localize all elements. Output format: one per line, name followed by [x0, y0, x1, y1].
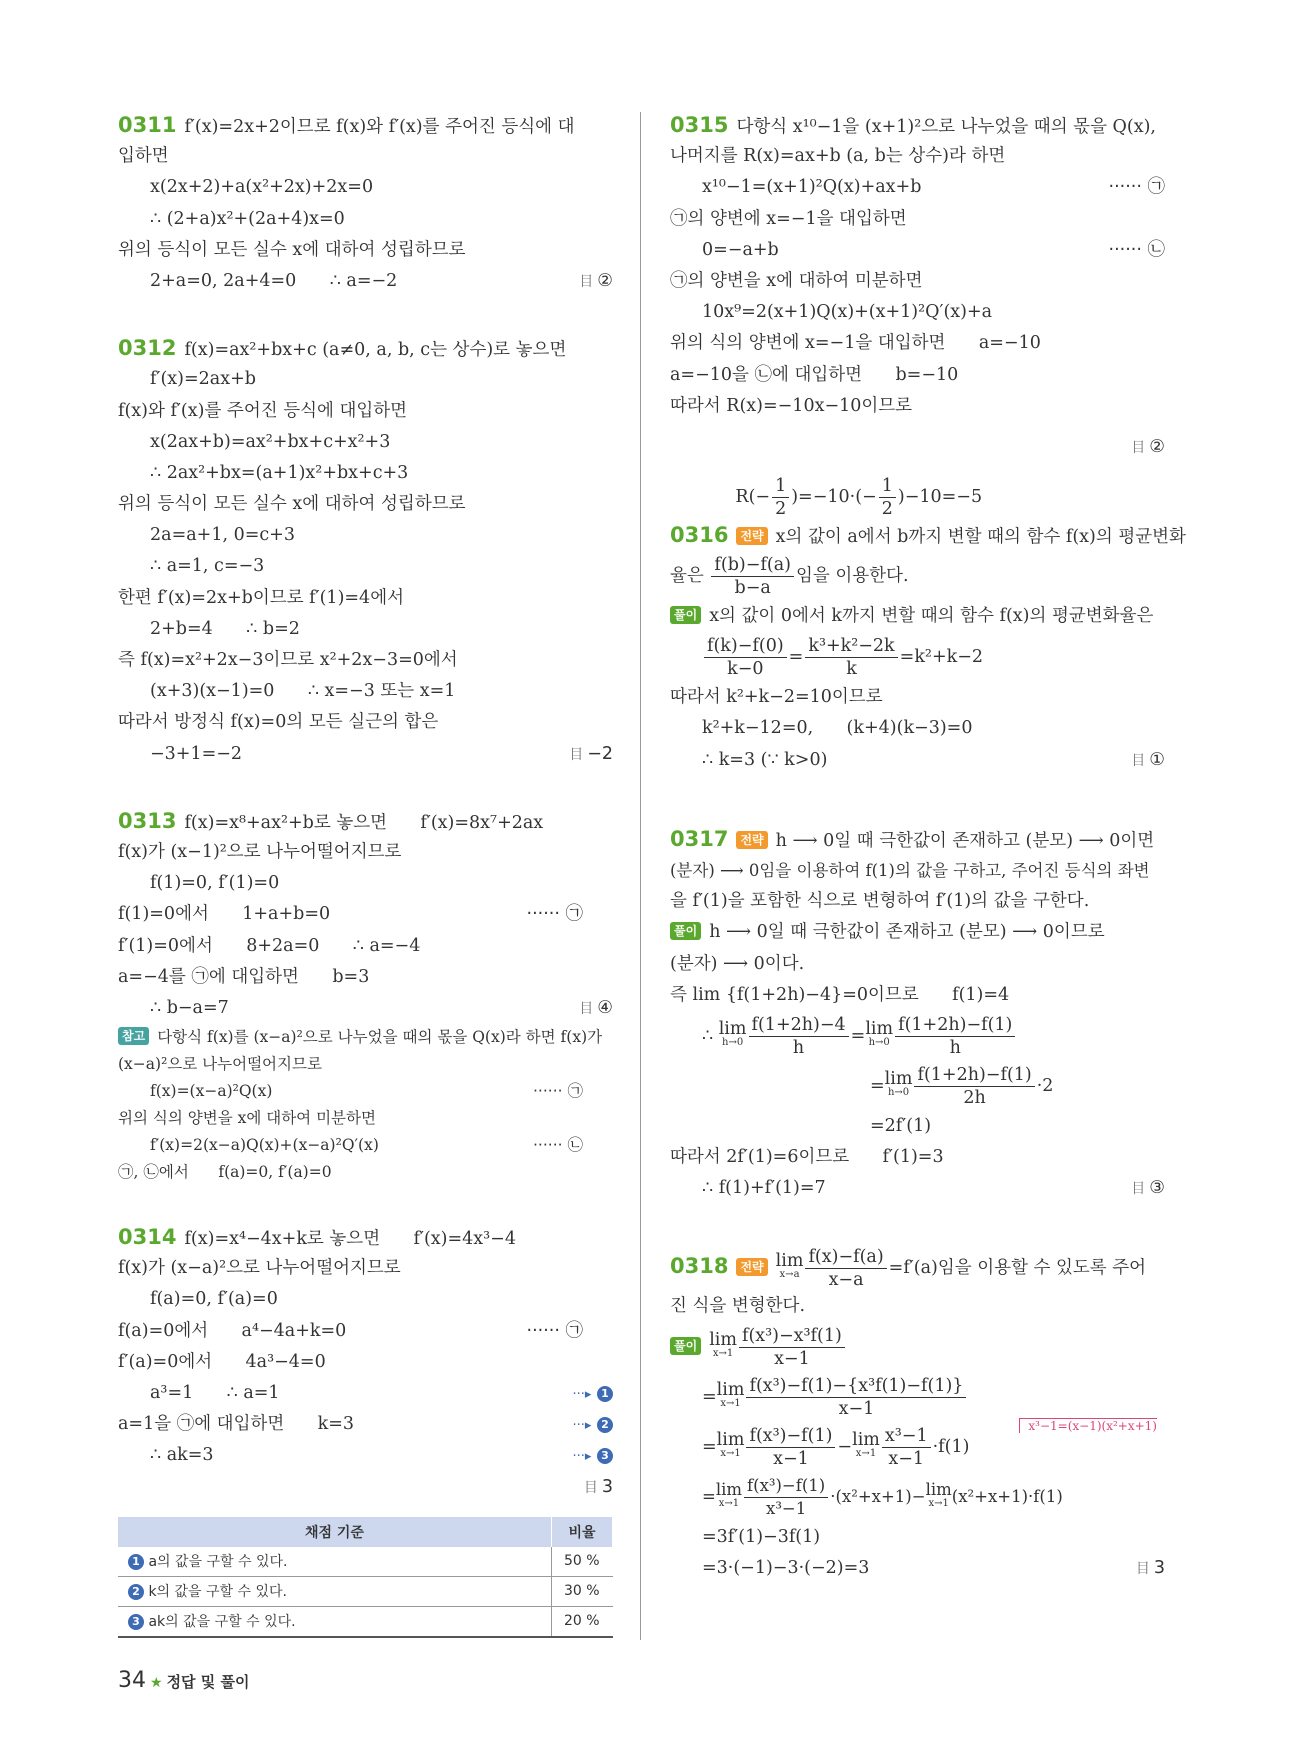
table-cell: 20 %	[552, 1606, 613, 1637]
equation: a³=1 ∴ a=1	[150, 1383, 280, 1403]
answer-value: 3	[601, 1476, 613, 1497]
text-line: a=−10을 ㉡에 대입하면 b=−10	[670, 364, 959, 385]
text-line: 다항식 x¹⁰−1을 (x+1)²으로 나누었을 때의 몫을 Q(x),	[736, 117, 1156, 137]
lim-text: lim	[718, 1019, 747, 1040]
note-tag: 참고	[118, 1027, 149, 1045]
table-cell: 30 %	[552, 1576, 613, 1606]
lim-sub: x→1	[712, 1348, 734, 1360]
answer-mark	[1131, 422, 1165, 473]
answer-mark	[1131, 1173, 1165, 1205]
numerator: 1	[879, 475, 896, 498]
table-row	[118, 1547, 613, 1577]
problem-number: 0311	[118, 113, 177, 137]
numerator: f(k)−f(0)	[704, 635, 787, 658]
text-line: f(x)=ax²+bx+c (a≠0, a, b, c는 상수)로 놓으면	[184, 340, 567, 361]
text-line: 위의 식의 양변에 x=−1을 대입하면 a=−10	[670, 333, 1041, 354]
problem-number: 0318	[670, 1253, 729, 1278]
answer-icon: 目	[1135, 1560, 1150, 1577]
equation: 10x⁹=2(x+1)Q(x)+(x+1)²Q′(x)+a	[702, 302, 993, 323]
numerator: f(1+2h)−4	[749, 1014, 849, 1037]
text-line: 위의 식의 양변을 x에 대하여 미분하면	[118, 1109, 376, 1128]
text-line: 임을 이용한다.	[795, 566, 909, 587]
step-marker	[572, 1409, 613, 1441]
limit	[709, 1330, 737, 1361]
text-line: ㉠의 양변을 x에 대하여 미분하면	[670, 270, 923, 291]
lim-text: lim	[709, 1330, 737, 1351]
equation: 2+a=0, 2a+4=0 ∴ a=−2	[150, 270, 398, 291]
text-line: 따라서 k²+k−2=10이므로	[670, 687, 883, 708]
denominator: 2h	[963, 1087, 986, 1108]
equation: x(2x+2)+a(x²+2x)+2x=0	[150, 177, 374, 198]
problem-number: 0315	[670, 113, 729, 137]
equation: =k²+k−2	[899, 647, 984, 668]
equation: f(1)=0에서 1+a+b=0	[118, 904, 331, 925]
text-line: h ⟶ 0일 때 극한값이 존재하고 (분모) ⟶ 0이므로	[709, 922, 1105, 943]
denominator: h	[949, 1037, 961, 1058]
equation: ∴ ak=3	[150, 1445, 214, 1466]
answer-icon: 目	[569, 746, 584, 763]
text-line: 따라서 2f′(1)=6이므로 f′(1)=3	[670, 1147, 944, 1168]
denominator: b−a	[734, 578, 771, 599]
problem-number: 0313	[118, 808, 177, 833]
equation: ∴ a=1, c=−3	[150, 556, 265, 577]
page-number: 34	[118, 1668, 146, 1693]
denominator: x−1	[773, 1448, 809, 1469]
table-cell: k의 값을 구할 수 있다.	[148, 1584, 288, 1601]
answer-icon: 目	[1131, 752, 1146, 769]
equation: =3·(−1)−3·(−2)=3	[702, 1557, 870, 1578]
note-box	[118, 1024, 613, 1186]
equation: (x+3)(x−1)=0 ∴ x=−3 또는 x=1	[150, 681, 456, 702]
denominator: 2	[775, 498, 787, 519]
text-line: x의 값이 a에서 b까지 변할 때의 함수 f(x)의 평균변화	[775, 526, 1186, 547]
equation: k²+k−12=0, (k+4)(k−3)=0	[702, 718, 973, 739]
equation-ref-mark: ······ ㉠	[1108, 177, 1165, 198]
problem-0316: 0316 전략 x의 값이 a에서 b까지 변할 때의 함수 f(x)의 평균변화 율은 $\frac{f(b)-f(a)}{b-a}$ 임을 이용한다. 풀이 x의 값이 0에서 k까지 변할 때의 함수 f(x)의 평균변화율은 $\frac{f(k)-f(0)}{k-0}$ = $\frac{\text{k³+k²−2k}}{k}$ =k²+k−2 따라서 k²+k−2=10이므로 k²+k−12=0, (k+4)(k−3)=0 ∴ k=3 (∵ k>0) 目 ①	[670, 520, 1165, 776]
lim-text: lim	[716, 1430, 745, 1451]
denominator: x−1	[774, 1348, 810, 1369]
limit	[884, 1069, 913, 1100]
fraction	[746, 1375, 966, 1420]
equation: f′(1)=0에서 8+2a=0 ∴ a=−4	[118, 935, 421, 956]
lim-sub: x→1	[855, 1448, 877, 1460]
equation: 2a=a+1, 0=c+3	[150, 525, 295, 546]
step-marker	[572, 1378, 613, 1410]
equation: 0=−a+b	[702, 239, 779, 260]
denominator: h	[792, 1037, 805, 1058]
text-line: 위의 등식이 모든 실수 x에 대하여 성립하므로	[118, 239, 466, 260]
fraction	[772, 475, 789, 520]
numerator: f(b)−f(a)	[711, 554, 794, 577]
text-line: 한편 f′(x)=2x+b이므로 f′(1)=4에서	[118, 587, 405, 608]
text-line: x의 값이 0에서 k까지 변할 때의 함수 f(x)의 평균변화율은	[709, 606, 1154, 627]
limit	[775, 1251, 804, 1282]
problem-number: 0312	[118, 336, 177, 361]
fraction	[711, 554, 794, 599]
denominator: x−1	[838, 1398, 875, 1419]
lim-text: lim	[775, 1251, 804, 1271]
fraction	[805, 1246, 886, 1291]
answer-mark	[569, 739, 613, 771]
equation: x(2ax+b)=ax²+bx+c+x²+3	[150, 431, 391, 452]
denominator: x−1	[888, 1448, 925, 1469]
text-line: 진 식을 변형한다.	[670, 1295, 806, 1316]
denominator: 2	[881, 498, 893, 519]
step-badge: 2	[597, 1417, 613, 1433]
problem-number: 0316	[670, 522, 729, 547]
answer-mark	[579, 266, 613, 298]
solution-tag: 풀이	[670, 606, 701, 624]
lim-text: lim	[884, 1069, 913, 1090]
equation: ·2	[1036, 1075, 1054, 1096]
equation: =2f′(1)	[870, 1115, 932, 1136]
equation: (x²+x+1)·f(1)	[951, 1486, 1063, 1506]
problem-number: 0317	[670, 826, 729, 851]
equation-ref-mark: ······ ㉠	[526, 904, 583, 925]
equation: −3+1=−2	[150, 743, 243, 764]
answer-value: 3	[1153, 1557, 1165, 1578]
lim-sub: x→1	[718, 1498, 740, 1510]
lim-text: lim	[925, 1480, 952, 1500]
text-line: f(x)가 (x−a)²으로 나누어떨어지므로	[118, 1258, 401, 1279]
numerator: f(x)−f(a)	[805, 1246, 886, 1269]
page-footer	[118, 1668, 249, 1693]
answer-value: ②	[1149, 436, 1165, 457]
lim-sub: h→0	[868, 1037, 890, 1049]
text-line: (분자) ⟶ 0이다.	[670, 953, 805, 974]
denominator: k−0	[727, 659, 764, 680]
text-line: (x−a)²으로 나누어떨어지므로	[118, 1055, 322, 1074]
equation: ∴ b−a=7	[150, 997, 229, 1018]
equation: x¹⁰−1=(x+1)²Q(x)+ax+b	[702, 177, 922, 198]
answer-value: ④	[597, 997, 613, 1018]
table-cell: a의 값을 구할 수 있다.	[148, 1554, 288, 1571]
equation: ∴ f(1)+f′(1)=7	[702, 1178, 826, 1199]
strategy-tag: 전략	[736, 831, 767, 849]
limit	[925, 1480, 952, 1511]
table-row	[118, 1576, 613, 1606]
solution-tag: 풀이	[670, 922, 701, 940]
fraction	[749, 1014, 849, 1059]
equation: f′(a)=0에서 4a³−4=0	[118, 1351, 326, 1372]
problem-0311	[118, 110, 613, 297]
equation: f(x)=(x−a)²Q(x)	[150, 1082, 273, 1101]
answer-mark	[1131, 745, 1165, 777]
solution-tag: 풀이	[670, 1337, 701, 1355]
equation: =−10·	[798, 486, 856, 507]
answer-mark	[1136, 1553, 1165, 1585]
equation: ∴ (2+a)x²+(2a+4)x=0	[150, 208, 345, 229]
fraction	[895, 1014, 1015, 1059]
problem-0315	[670, 110, 1165, 519]
numerator: f(1+2h)−f(1)	[914, 1064, 1034, 1087]
denominator: k	[846, 659, 857, 680]
table-cell: ak의 값을 구할 수 있다.	[148, 1614, 296, 1631]
numerator: 1	[772, 475, 789, 498]
equation: f(1)=0, f′(1)=0	[150, 873, 280, 894]
lim-sub: x→a	[779, 1269, 800, 1280]
equation: ·(x²+x+1)−	[830, 1486, 926, 1506]
numerator: k³+k²−2k	[805, 635, 897, 658]
problem-0312	[118, 333, 613, 770]
problem-number: 0314	[118, 1225, 177, 1250]
step-marker	[572, 1440, 613, 1472]
text-line: 다항식 f(x)를 (x−a)²으로 나누었을 때의 몫을 Q(x)라 하면 f(x)가	[157, 1028, 603, 1047]
equation: ·f(1)	[932, 1436, 970, 1457]
table-cell: 50 %	[552, 1547, 613, 1577]
numerator: f(x³)−f(1)	[744, 1475, 828, 1498]
answer-value: ①	[1149, 749, 1165, 770]
table-header: 비율	[552, 1517, 613, 1547]
text-line: 따라서 R(x)=−10x−10이므로	[670, 395, 913, 416]
equation: f(a)=0에서 a⁴−4a+k=0	[118, 1320, 347, 1341]
answer-icon: 目	[583, 1479, 598, 1496]
right-column	[670, 110, 1186, 1584]
answer-icon: 目	[1131, 1181, 1146, 1198]
limit	[718, 1019, 747, 1050]
numerator: f(1+2h)−f(1)	[895, 1014, 1015, 1037]
step-badge: 1	[597, 1386, 613, 1402]
step-arrow-icon: ···▸	[572, 1387, 592, 1402]
equation: f′(x)=2(x−a)Q(x)+(x−a)²Q′(x)	[150, 1136, 379, 1155]
grading-table	[118, 1517, 613, 1638]
equation: ∴ 2ax²+bx=(a+1)x²+bx+c+3	[150, 462, 409, 483]
text-line: f(x)와 f′(x)를 주어진 등식에 대입하면	[118, 400, 408, 421]
numerator: f(x³)−f(1)	[746, 1425, 835, 1448]
fraction	[704, 635, 787, 680]
table-header: 채점 기준	[118, 1517, 552, 1547]
equation-ref-mark: ······ ㉠	[526, 1320, 583, 1341]
text-line: =f′(a)임을 이용할 수 있도록 주어	[888, 1257, 1147, 1278]
numerator: x³−1	[882, 1425, 931, 1448]
equation: −10=−5	[904, 486, 983, 507]
text-line: (분자) ⟶ 0임을 이용하여 f(1)의 값을 구하고, 주어진 등식의 좌변	[670, 861, 1150, 880]
step-arrow-icon: ···▸	[572, 1449, 592, 1465]
step-badge: 2	[128, 1584, 144, 1600]
lim-text: lim	[715, 1480, 743, 1500]
answer-icon: 目	[579, 1000, 594, 1017]
equation: f′(x)=2ax+b	[150, 369, 256, 390]
star-icon: ★	[150, 1675, 163, 1691]
text-line: 위의 등식이 모든 실수 x에 대하여 성립하므로	[118, 494, 466, 515]
lim-sub: x→1	[720, 1398, 741, 1410]
numerator: f(x³)−x³f(1)	[739, 1325, 845, 1348]
text-line: ㉠의 양변에 x=−1을 대입하면	[670, 208, 907, 229]
lim-text: lim	[865, 1019, 894, 1040]
equation: f(a)=0, f′(a)=0	[150, 1289, 278, 1310]
equation-ref-mark: ······ ㉡	[1108, 239, 1165, 260]
factor-annotation: x³−1=(x−1)(x²+x+1)	[1019, 1418, 1157, 1433]
limit	[852, 1430, 880, 1461]
lim-text: lim	[716, 1380, 745, 1401]
step-badge: 3	[597, 1448, 613, 1464]
equation: 2+b=4 ∴ b=2	[150, 618, 300, 639]
column-divider	[640, 112, 641, 1640]
strategy-tag: 전략	[736, 1258, 767, 1276]
text-line: a=−4를 ㉠에 대입하면 b=3	[118, 966, 370, 987]
answer-value: −2	[587, 743, 613, 764]
text-line: 나머지를 R(x)=ax+b (a, b는 상수)라 하면	[670, 146, 1006, 167]
limit	[716, 1380, 745, 1411]
problem-0314	[118, 1222, 613, 1638]
numerator: f(x³)−f(1)−{x³f(1)−f(1)}	[746, 1375, 966, 1398]
answer-icon: 目	[579, 273, 594, 290]
text-line: 따라서 방정식 f(x)=0의 모든 실근의 합은	[118, 712, 439, 733]
text-line: 율은	[670, 566, 704, 587]
fraction	[744, 1475, 828, 1520]
limit	[716, 1430, 745, 1461]
lim-sub: h→0	[887, 1087, 910, 1099]
text-line: 즉 lim {f(1+2h)−4}=0이므로 f(1)=4	[670, 984, 1010, 1005]
text-line: f′(x)=2x+2이므로 f(x)와 f′(x)를 주어진 등식에 대	[184, 117, 575, 137]
lim-sub: x→1	[928, 1498, 949, 1510]
answer-value: ②	[597, 270, 613, 291]
denominator: x−a	[828, 1269, 864, 1290]
text-line: f(x)가 (x−1)²으로 나누어떨어지므로	[118, 841, 402, 862]
answer-mark	[579, 993, 613, 1025]
text-line: ㉠, ㉡에서 f(a)=0, f′(a)=0	[118, 1163, 332, 1182]
answer-value: ③	[1149, 1178, 1165, 1199]
step-badge: 1	[128, 1554, 144, 1570]
step-badge: 3	[128, 1614, 144, 1630]
fraction	[882, 1425, 931, 1470]
equation-ref-mark: ······ ㉡	[533, 1136, 583, 1155]
answer-icon: 目	[1131, 439, 1146, 456]
fraction	[914, 1064, 1034, 1109]
text-line: 즉 f(x)=x²+2x−3이므로 x²+2x−3=0에서	[118, 650, 458, 670]
left-column	[118, 110, 613, 1638]
fraction	[739, 1325, 845, 1370]
table-row	[118, 1606, 613, 1637]
text-line: h ⟶ 0일 때 극한값이 존재하고 (분모) ⟶ 0이면	[775, 830, 1155, 851]
lim-sub: x→1	[720, 1448, 741, 1460]
lim-sub: h→0	[722, 1037, 744, 1049]
text-line: f(x)=x⁴−4x+k로 놓으면 f′(x)=4x³−4	[184, 1229, 516, 1250]
problem-0317: 0317 전략 h ⟶ 0일 때 극한값이 존재하고 (분모) ⟶ 0이면 (분자) ⟶ 0임을 이용하여 f(1)의 값을 구하고, 주어진 등식의 좌변 을 f′(1)을 포함한 식으로 변형하여 f′(1)의 값을 구한다. 풀이 h ⟶ 0일 때 극한값이 존재하고 (분모) ⟶ 0이므로 (분자) ⟶ 0이다. 즉 lim {f(1+2h)−4}=0이므로 f(1)=4 ∴ lim h→0 $\frac{f(1+2h)-4}{h}$ =lim h→0 $\frac{f(1+2h)-f(1)}{h}$ =lim h→0 $\frac{f(1+2h)-f(1)}{2h}$ ·2 =2f′(1) 따라서 2f′(1)=6이므로 f′(1)=3 ∴ f(1)+f′(1)=7 目 ③	[670, 824, 1165, 1205]
limit	[715, 1480, 743, 1511]
text-line: a=1을 ㉠에 대입하면 k=3	[118, 1414, 355, 1435]
footer-label: 정답 및 풀이	[166, 1673, 250, 1691]
equation: =3f′(1)−3f(1)	[702, 1526, 821, 1547]
step-arrow-icon: ···▸	[572, 1418, 592, 1434]
text-line: 입하면	[118, 146, 169, 167]
equation: R	[735, 486, 749, 507]
final-equation: R(− $\frac{1}{2}$ )=−10·(− $\frac{1}{2}$ )−10=−5 目 ②	[670, 422, 1165, 472]
problem-0313	[118, 806, 613, 1186]
text-line: 을 f′(1)을 포함한 식으로 변형하여 f′(1)의 값을 구한다.	[670, 891, 1090, 912]
fraction	[879, 475, 896, 520]
fraction	[746, 1425, 835, 1470]
text-line: f(x)=x⁸+ax²+b로 놓으면 f′(x)=8x⁷+2ax	[184, 812, 544, 833]
fraction	[805, 635, 897, 680]
equation: ∴ k=3 (∵ k>0)	[702, 749, 828, 770]
equation-ref-mark: ······ ㉠	[533, 1082, 583, 1101]
strategy-tag: 전략	[736, 527, 767, 545]
answer-mark	[584, 1472, 613, 1504]
problem-0318: 0318 전략 lim x→a $\frac{f(x)-f(a)}{x-a}$ =f′(a)임을 이용할 수 있도록 주어 진 식을 변형한다. 풀이 lim x→1 $\frac{\text{f(x³)−x³f(1)}}{x-1}$ =lim x→1 $\frac{\text{f(x³)−f(1)−\{x³f(1)−f(1)\}}}{x-1}$ =lim x→1 $\frac{\text{f(x³)−f(1)}}{x-1}$ −lim x→1 $\frac{\text{x³−1}}{x-1}$ ·f(1) x³−1=(x−1)(x²+x+1) =lim x→1 $\frac{\text{f(x³)−f(1)}}{\text{x³−1}}$ ·(x²+x+1)−lim x→1 (x²+x+1)·f(1) =3f′(1)−3f(1) =3·(−1)−3·(−2)=3 目 3	[670, 1241, 1165, 1585]
lim-text: lim	[852, 1430, 880, 1451]
denominator: x³−1	[766, 1498, 807, 1518]
limit	[865, 1019, 894, 1050]
